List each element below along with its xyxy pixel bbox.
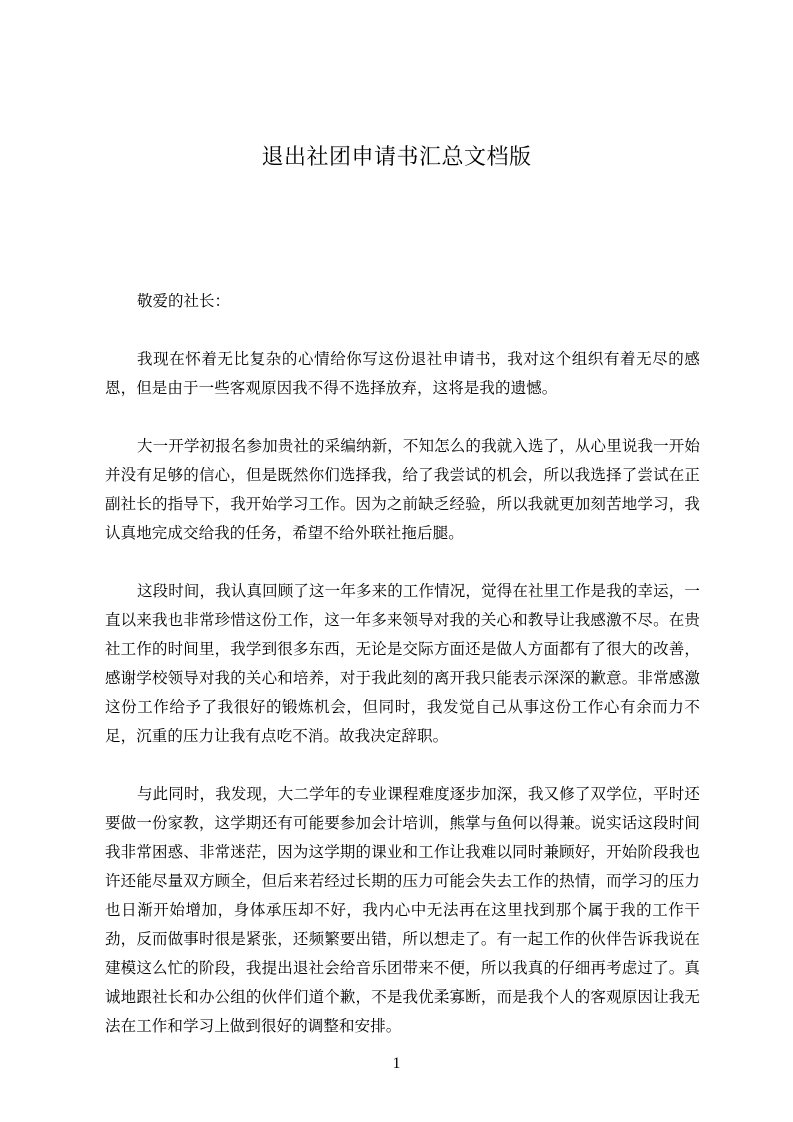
salutation: 敬爱的社长： bbox=[137, 292, 231, 310]
paragraph-2: 大一开学初报名参加贵社的采编纳新，不知怎么的我就入选了，从心里说我一开始并没有足够的信心，但是既然你们选择我，给了我尝试的机会，所以我选择了尝试在正副社长的指导下，我开始学习工作。因为之前缺乏经验，所以我就更加刻苦地学习，我认真地完成交给我的任务，希望不给外联社拖后腿。 bbox=[105, 437, 700, 542]
document-title: 退出社团申请书汇总文档版 bbox=[261, 145, 532, 170]
paragraph-1: 我现在怀着无比复杂的心情给你写这份退社申请书，我对这个组织有着无尽的感恩，但是由于一些客观原因我不得不选择放弃，这将是我的遗憾。 bbox=[105, 350, 700, 397]
document-body bbox=[105, 287, 700, 1041]
page-number: 1 bbox=[392, 1055, 401, 1072]
paragraph-4: 与此同时，我发现，大二学年的专业课程难度逐步加深，我又修了双学位，平时还要做一份家教，这学期还有可能要参加会计培训，熊掌与鱼何以得兼。说实话这段时间我非常困惑、非常迷茫，因为这学期的课业和工作让我难以同时兼顾好，开始阶段我也许还能尽量双方顾全，但后来若经过长期的压力可能会失去工作的热情，而学习的压力也日渐开始增加，身体承压却不好，我内心中无法再在这里找到那个属于我的工作干劲，反而做事时很是紧张，还频繁要出错，所以想走了。有一起工作的伙伴告诉我说在建模这么忙的阶段，我提出退社会给音乐团带来不便，所以我真的仔细再考虑过了。真诚地跟社长和办公组的伙伴们道个歉，不是我优柔寡断，而是我个人的客观原因让我无法在工作和学习上做到很好的调整和安排。 bbox=[105, 785, 700, 1035]
paragraph-3: 这段时间，我认真回顾了这一年多来的工作情况，觉得在社里工作是我的幸运，一直以来我也非常珍惜这份工作，这一年多来领导对我的关心和教导让我感激不尽。在贵社工作的时间里，我学到很多东西，无论是交际方面还是做人方面都有了很大的改善，感谢学校领导对我的关心和培养，对于我此刻的离开我只能表示深深的歉意。非常感激这份工作给予了我很好的锻炼机会，但同时，我发觉自己从事这份工作心有余而力不足，沉重的压力让我有点吃不消。故我决定辞职。 bbox=[105, 582, 700, 745]
